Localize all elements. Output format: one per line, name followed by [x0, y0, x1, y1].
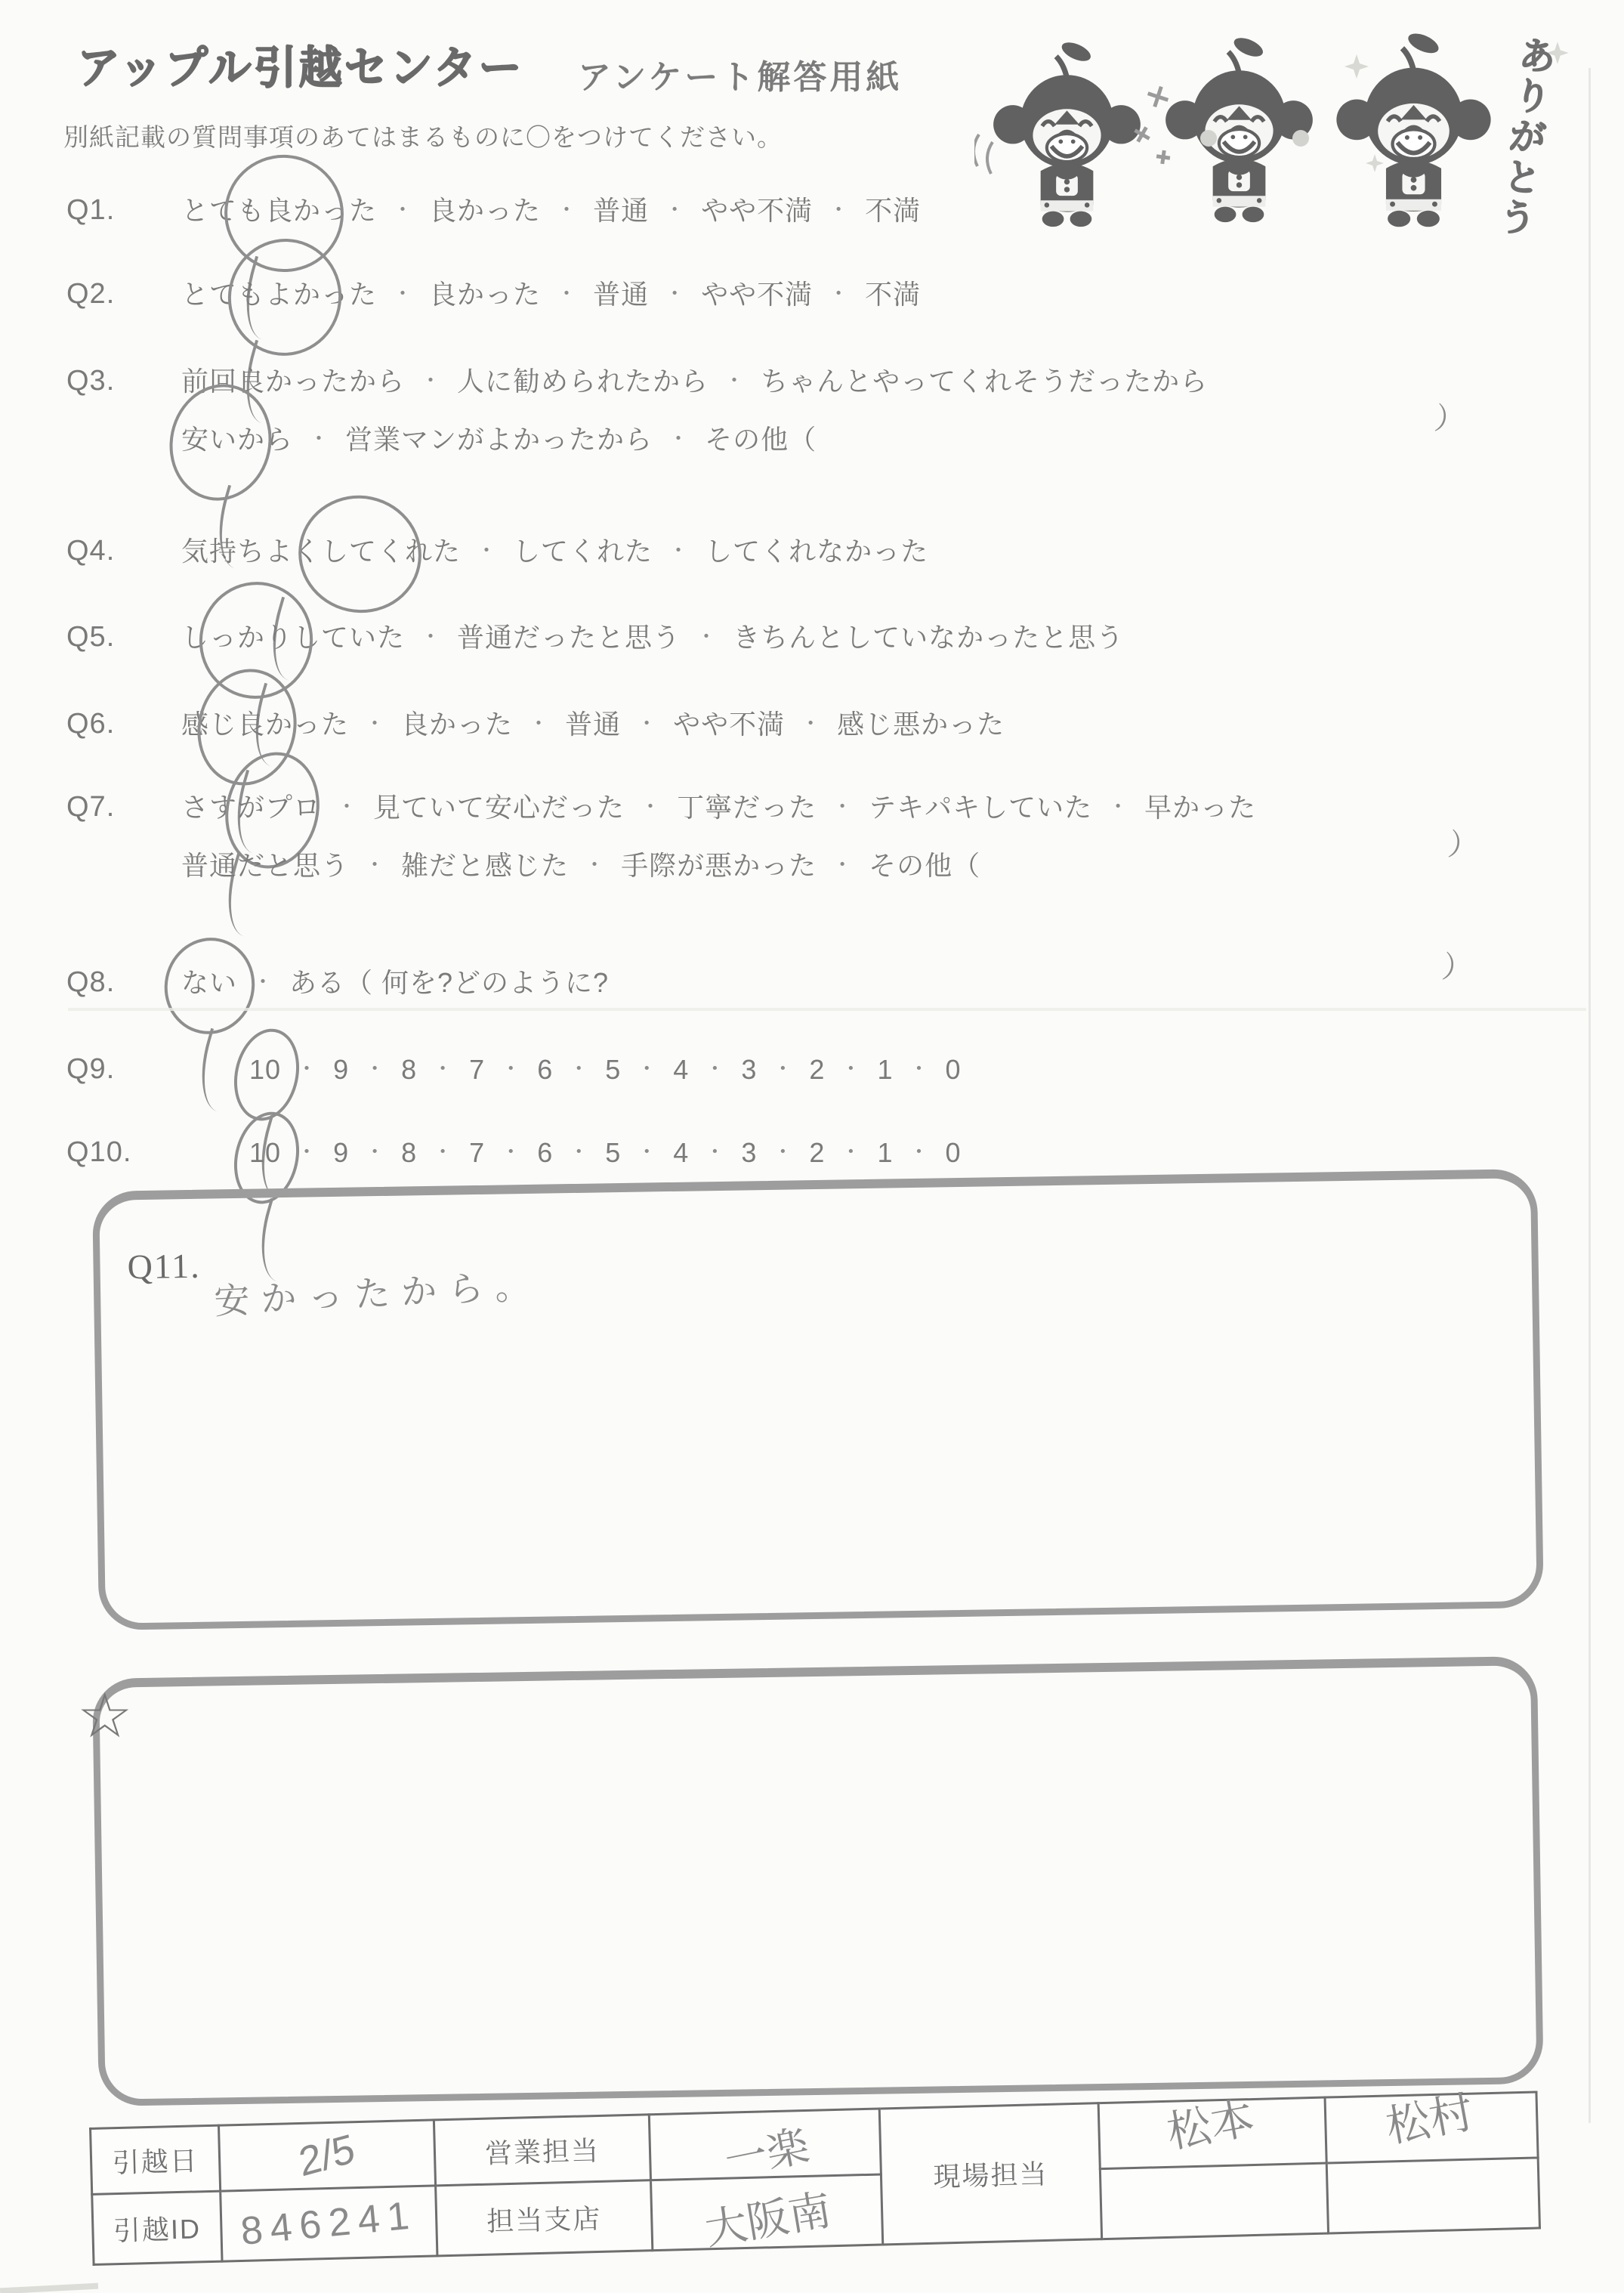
question-label: Q1. — [66, 194, 116, 226]
option-separator: ・ — [664, 198, 687, 221]
option-separator: ・ — [704, 1140, 727, 1163]
option-separator: ・ — [568, 1057, 591, 1080]
answer-option: その他（ — [869, 850, 981, 881]
option-separator: ・ — [296, 1140, 319, 1163]
branch-label: 担当支店 — [436, 2180, 653, 2256]
close-paren: ） — [1432, 402, 1468, 440]
option-separator: ・ — [636, 1140, 659, 1163]
answer-option: 不満 — [865, 195, 922, 226]
close-paren: ） — [1440, 950, 1475, 988]
question-row — [66, 363, 1570, 480]
answer-option: 良かった — [429, 195, 542, 226]
option-separator: ・ — [392, 282, 415, 305]
answer-option: やや不満 — [673, 709, 786, 740]
option-separator: ・ — [420, 369, 443, 392]
answer-option: 7 — [469, 1137, 486, 1168]
answer-option: 5 — [605, 1137, 622, 1168]
answer-option: してくれた — [513, 536, 653, 567]
option-separator: ・ — [364, 1140, 387, 1163]
question-label: Q2. — [66, 278, 116, 310]
answer-option: 6 — [537, 1054, 554, 1085]
option-separator: ・ — [364, 712, 387, 735]
answer-option: 良かった — [401, 709, 514, 740]
answer-option: 普通だと思う — [181, 850, 350, 881]
scan-artifact-smudge — [0, 2283, 98, 2293]
option-separator: ・ — [668, 427, 690, 450]
option-separator: ・ — [704, 1057, 727, 1080]
option-separator: ・ — [640, 795, 662, 818]
q11-label: Q11. — [127, 1246, 201, 1287]
answer-option: 良かった — [429, 279, 542, 310]
question-row — [66, 277, 1570, 335]
question-row — [66, 533, 1570, 592]
answer-option: 4 — [673, 1054, 690, 1085]
question-row — [66, 790, 1570, 906]
option-separator: ・ — [840, 1140, 863, 1163]
option-separator: ・ — [636, 712, 659, 735]
question-row — [66, 950, 1570, 1023]
answer-option: 不満 — [865, 279, 922, 310]
answer-option: その他（ — [705, 424, 817, 455]
option-separator: ・ — [772, 1140, 795, 1163]
answer-option: 9 — [333, 1137, 350, 1168]
instruction-text: 別紙記載の質問事項のあてはまるものに〇をつけてください。 — [63, 123, 783, 151]
option-separator: ・ — [908, 1057, 931, 1080]
question-label: Q10. — [66, 1136, 132, 1168]
answer-option: 2 — [809, 1054, 826, 1085]
answer-option: テキパキしていた — [869, 792, 1093, 823]
answer-option: 9 — [333, 1054, 350, 1085]
move-id-label: 引越ID — [92, 2191, 222, 2264]
answer-option: 0 — [945, 1137, 962, 1168]
answer-option: 普通 — [565, 709, 622, 740]
option-separator: ・ — [500, 1057, 523, 1080]
answer-option-selected-circle: とてもよかった — [181, 277, 377, 312]
scan-artifact-line — [68, 1008, 1586, 1011]
answer-option: 2 — [809, 1137, 826, 1168]
sales-label: 営業担当 — [434, 2115, 650, 2186]
option-separator: ・ — [636, 1057, 659, 1080]
option-separator: ・ — [908, 1140, 931, 1163]
option-separator: ・ — [528, 712, 551, 735]
question-row — [66, 193, 1570, 251]
question-label: Q8. — [66, 966, 116, 998]
option-separator: ・ — [828, 282, 851, 305]
move-id-value: 846241 — [221, 2186, 437, 2261]
question-label: Q9. — [66, 1053, 116, 1085]
answer-option: 5 — [605, 1054, 622, 1085]
option-separator: ・ — [772, 1057, 795, 1080]
question-row — [66, 620, 1570, 678]
move-date-label: 引越日 — [91, 2125, 221, 2194]
answer-option: 1 — [877, 1137, 894, 1168]
question-row — [66, 1052, 1570, 1110]
answer-option: 4 — [673, 1137, 690, 1168]
answer-option: やや不満 — [701, 279, 814, 310]
answer-option: 0 — [945, 1054, 962, 1085]
option-separator: ・ — [432, 1057, 455, 1080]
answer-option: 8 — [401, 1054, 418, 1085]
answer-option: 雑だと感じた — [401, 850, 570, 881]
option-separator: ・ — [392, 198, 415, 221]
site-signature-1: 松本 — [1098, 2097, 1326, 2169]
sales-signature: 一楽 — [649, 2109, 881, 2180]
option-separator: ・ — [1107, 795, 1130, 818]
star-icon: ☆ — [77, 1682, 133, 1751]
option-separator: ・ — [724, 369, 746, 392]
option-separator: ・ — [476, 539, 499, 562]
answer-option: 3 — [741, 1054, 758, 1085]
sheet-title: アンケート解答用紙 — [578, 59, 903, 96]
answer-option: 普通 — [593, 195, 650, 226]
answer-option: 見ていて安心だった — [373, 792, 625, 823]
question-row — [66, 706, 1570, 765]
answer-option: 1 — [877, 1054, 894, 1085]
site-signature-empty-2 — [1326, 2158, 1539, 2233]
branch-value: 大阪南 — [651, 2174, 883, 2251]
answer-option-selected-circle: 10 — [249, 1136, 281, 1170]
answer-option-selected-circle: さすがプロ — [181, 790, 321, 825]
option-separator: ・ — [664, 282, 687, 305]
option-separator: ・ — [800, 712, 823, 735]
option-separator: ・ — [668, 539, 690, 562]
option-separator: ・ — [500, 1140, 523, 1163]
option-separator: ・ — [252, 970, 275, 994]
q11-handwriting: 安かったから。 — [213, 1265, 543, 1322]
answer-option-selected-circle: しっかりしていた — [181, 620, 405, 655]
answer-option: 普通だったと思う — [457, 622, 681, 653]
answer-option: やや不満 — [701, 195, 814, 226]
answer-option: 前回良かったから — [181, 366, 406, 397]
answer-option: 3 — [741, 1137, 758, 1168]
option-separator: ・ — [840, 1057, 863, 1080]
answer-option: 普通 — [593, 279, 650, 310]
answer-option-selected-circle: 気持ちよくしてくれた — [181, 534, 461, 569]
answer-option: 営業マンがよかったから — [345, 424, 653, 455]
answer-option: きちんとしていなかったと思う — [733, 622, 1125, 653]
answer-option-selected-circle: 感じ良かった — [181, 707, 349, 742]
option-separator: ・ — [364, 1057, 387, 1080]
site-signature-empty-1 — [1100, 2163, 1328, 2239]
comment-box-star — [92, 1656, 1544, 2106]
answer-option: 感じ悪かった — [837, 709, 1005, 740]
move-date-value: 2/5 — [218, 2120, 435, 2191]
answer-option: ある（ 何を?どのように? — [289, 967, 610, 998]
footer-info-table — [89, 2087, 1541, 2265]
answer-option-selected-circle: ない — [181, 966, 237, 1000]
site-label: 現場担当 — [879, 2103, 1101, 2245]
option-separator: ・ — [308, 427, 331, 450]
option-separator: ・ — [832, 853, 854, 876]
option-separator: ・ — [556, 282, 579, 305]
option-separator: ・ — [584, 853, 607, 876]
close-paren: ） — [1446, 828, 1481, 866]
answer-option: 早かった — [1144, 792, 1257, 823]
answer-option: してくれなかった — [705, 536, 929, 567]
option-separator: ・ — [568, 1140, 591, 1163]
option-separator: ・ — [696, 625, 718, 648]
answer-option: 丁寧だった — [677, 792, 817, 823]
answer-option: ちゃんとやってくれそうだったから — [761, 366, 1209, 397]
brand-title: アップル引越センター — [77, 42, 524, 94]
option-separator: ・ — [364, 853, 387, 876]
option-separator: ・ — [556, 198, 579, 221]
scan-artifact-line — [1588, 68, 1591, 2123]
option-separator: ・ — [420, 625, 443, 648]
answer-option: 6 — [537, 1137, 554, 1168]
option-separator: ・ — [296, 1057, 319, 1080]
answer-option-selected-circle: 10 — [249, 1052, 281, 1087]
option-separator: ・ — [832, 795, 854, 818]
comment-box-q11 — [92, 1169, 1544, 1630]
question-label: Q6. — [66, 708, 116, 740]
answer-option: 人に勧められたから — [457, 366, 709, 397]
option-separator: ・ — [336, 795, 359, 818]
thanks-vertical-text: ありがとう — [1490, 32, 1558, 241]
option-separator: ・ — [432, 1140, 455, 1163]
answer-option: 手際が悪かった — [621, 850, 817, 881]
question-label: Q5. — [66, 621, 116, 653]
question-label: Q4. — [66, 535, 116, 567]
answer-option-selected-circle: とても良かった — [181, 193, 377, 228]
answer-option-selected-circle: 安いから — [181, 422, 293, 457]
question-label: Q7. — [66, 791, 116, 823]
answer-option: 8 — [401, 1137, 418, 1168]
option-separator: ・ — [828, 198, 851, 221]
answer-option: 7 — [469, 1054, 486, 1085]
question-label: Q3. — [66, 365, 116, 397]
site-signature-2: 松村 — [1325, 2092, 1538, 2163]
